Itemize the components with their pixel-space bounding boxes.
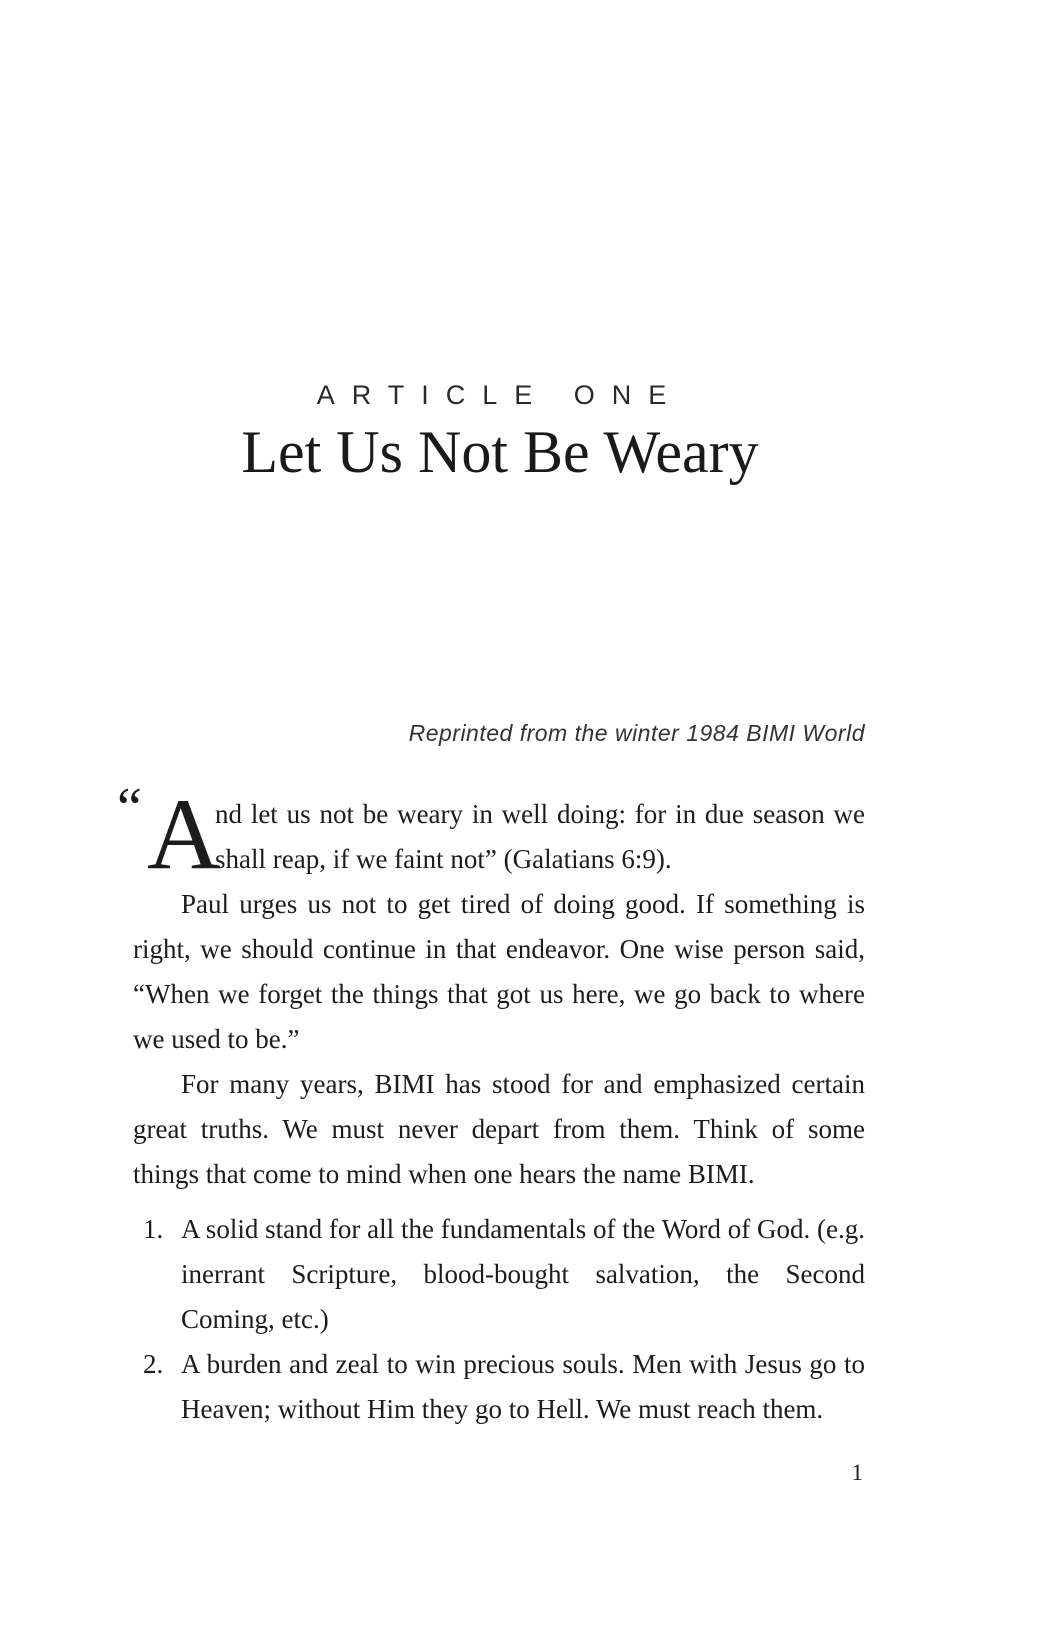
article-kicker: ARTICLE ONE — [316, 380, 684, 410]
drop-cap — [117, 777, 221, 891]
list-item — [133, 1342, 865, 1432]
list-item-text: A burden and zeal to win precious souls. Men with Jesus go to Heaven; without Him they go to Hell. We must reach them. — [181, 1349, 865, 1424]
open-quote-mark: “ — [117, 777, 142, 839]
reprint-note: Reprinted from the winter 1984 BIMI World — [408, 720, 865, 746]
list-item-text: A solid stand for all the fundamentals of the Word of God. (e.g. inerrant Scripture, blood-bought salvation, the Second Coming, etc.) — [181, 1214, 865, 1334]
body-paragraph: For many years, BIMI has stood for and emphasized certain great truths. We must never depart from them. Think of some things that come to mind when one hears the name BIMI. — [133, 1069, 865, 1189]
drop-cap-letter: A — [147, 778, 221, 891]
opening-paragraph — [117, 777, 865, 891]
list-item-number: 1. — [143, 1214, 164, 1244]
body-paragraph: Paul urges us not to get tired of doing good. If something is right, we should continue in that endeavor. One wise person said, “When we forget the things that got us here, we go back to where we used to be.” — [133, 889, 865, 1054]
page-number: 1 — [851, 1460, 863, 1485]
numbered-list — [133, 1207, 865, 1432]
article-body — [117, 777, 865, 1432]
list-item — [133, 1207, 865, 1342]
article-title: Let Us Not Be Weary — [241, 419, 759, 485]
list-item-number: 2. — [143, 1349, 164, 1379]
opening-text: nd let us not be weary in well doing: for in due season we shall reap, if we faint not” (Galatians 6:9). — [215, 799, 865, 874]
